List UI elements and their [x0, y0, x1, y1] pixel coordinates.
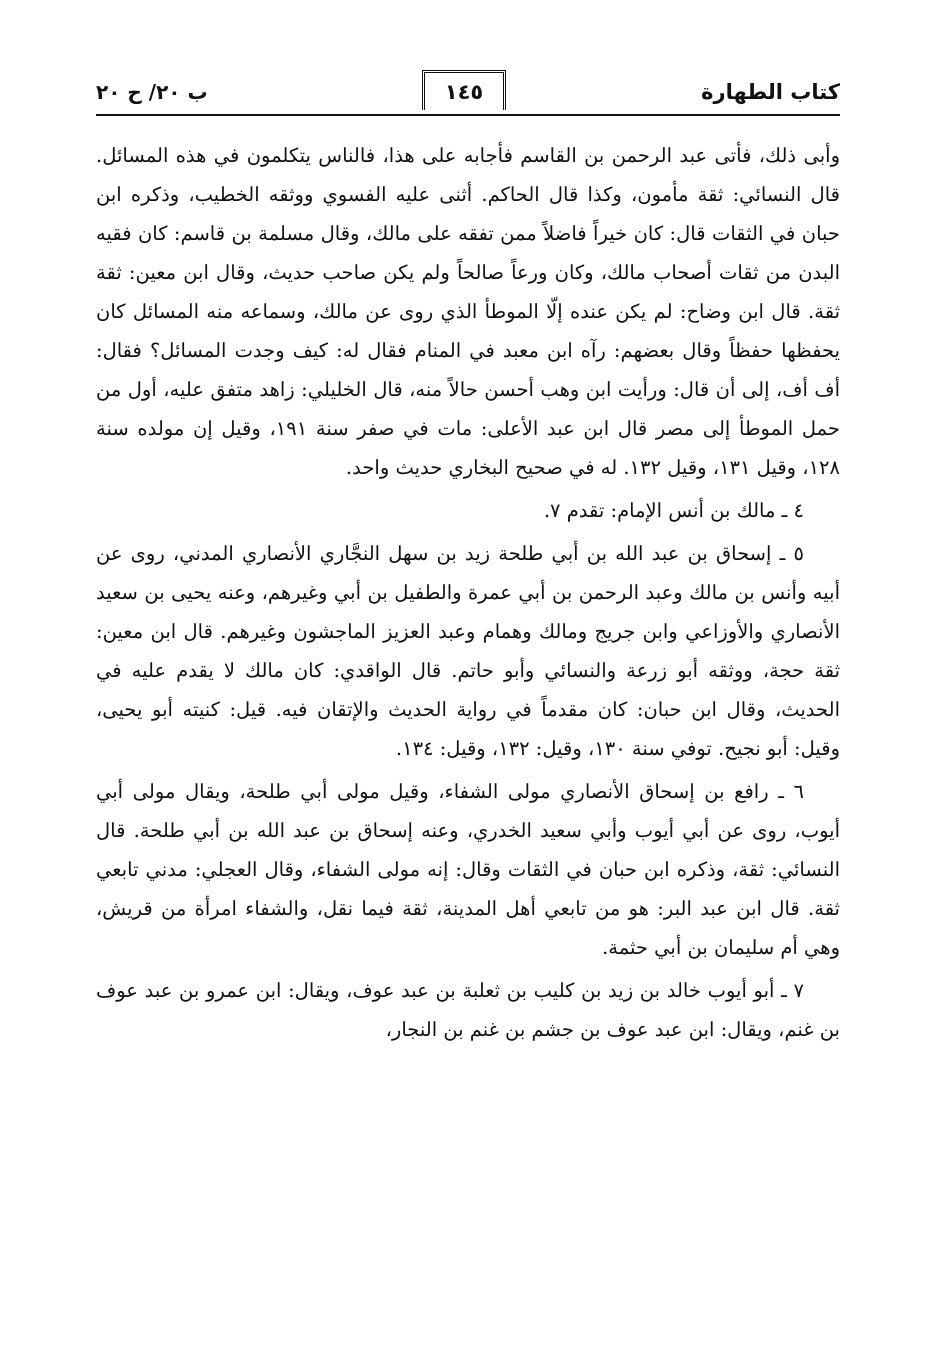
- page-number-box: [422, 70, 506, 110]
- page-number: ١٤٥: [444, 79, 484, 104]
- paragraph-narrator-7: ٧ ـ أبو أيوب خالد بن زيد بن كليب بن ثعلبة بن عبد عوف، ويقال: ابن عمرو بن عبد عوف بن غنم، ويقال: ابن عبد عوف بن جشم بن غنم بن النجار،: [96, 979, 840, 1041]
- paragraph-narrator-6: ٦ ـ رافع بن إسحاق الأنصاري مولى الشفاء، وقيل مولى أبي طلحة، ويقال مولى أبي أيوب، روى عن أبي أيوب وأبي سعيد الخدري، وعنه إسحاق بن عبد الله بن أبي طلحة. قال النسائي: ثقة، وذكره ابن حبان في الثقات وقال: إنه مولى الشفاء، وقال العجلي: مدني تابعي ثقة. قال ابن عبد البر: هو من تابعي أهل المدينة، ثقة فيما نقل، والشفاء امرأة من قريش، وهي أم سليمان بن أبي حثمة.: [96, 780, 840, 959]
- paragraph-narrator-4: ٤ ـ مالك بن أنس الإمام: تقدم ٧.: [543, 499, 804, 522]
- chapter-hadith-reference: ب ٢٠/ ح ٢٠: [96, 80, 208, 104]
- paragraph-narrator-5: ٥ ـ إسحاق بن عبد الله بن أبي طلحة زيد بن سهل النجَّاري الأنصاري المدني، روى عن أبيه وأنس بن مالك وعبد الرحمن بن أبي عمرة والطفيل بن أبي وغيرهم، وعنه يحيى بن سعيد الأنصاري والأوزاعي وابن جريج ومالك وهمام وعبد العزيز الماجشون وغيرهم. قال ابن معين: ثقة حجة، ووثقه أبو زرعة والنسائي وأبو حاتم. قال الواقدي: كان مالك لا يقدم عليه في الحديث، وقال ابن حبان: كان مقدماً في رواية الحديث والإتقان فيه. قيل: كنيته أبو يحيى، وقيل: أبو نجيح. توفي سنة ١٣٠، وقيل: ١٣٢، وقيل: ١٣٤.: [96, 542, 840, 760]
- paragraph-continuation: وأبى ذلك، فأتى عبد الرحمن بن القاسم فأجابه على هذا، فالناس يتكلمون في هذه المسائل. قال النسائي: ثقة مأمون، وكذا قال الحاكم. أثنى عليه الفسوي ووثقه الخطيب، وذكره ابن حبان في الثقات قال: كان خيراً فاضلاً ممن تفقه على مالك، وقال مسلمة بن قاسم: كان فقيه البدن من ثقات أصحاب مالك، وكان ورعاً صالحاً ولم يكن صاحب حديث، وقال ابن معين: ثقة ثقة. قال ابن وضاح: لم يكن عنده إلّا الموطأ الذي روى عن مالك، وسماعه منه المسائل كان يحفظها حفظاً وقال بعضهم: رآه ابن معبد في المنام فقال له: كيف وجدت المسائل؟ فقال: أف أف، إلى أن قال: ورأيت ابن وهب أحسن حالاً منه، قال الخليلي: زاهد متفق عليه، أول من حمل الموطأ إلى مصر قال ابن عبد الأعلى: مات في صفر سنة ١٩١، وقيل إن مولده سنة ١٢٨، وقيل ١٣١، وقيل ١٣٢. له في صحيح البخاري حديث واحد.: [96, 144, 840, 479]
- page-header: [96, 70, 840, 118]
- page-body: [96, 136, 840, 1049]
- book-title: كتاب الطهارة: [701, 80, 840, 104]
- header-divider: [96, 114, 840, 116]
